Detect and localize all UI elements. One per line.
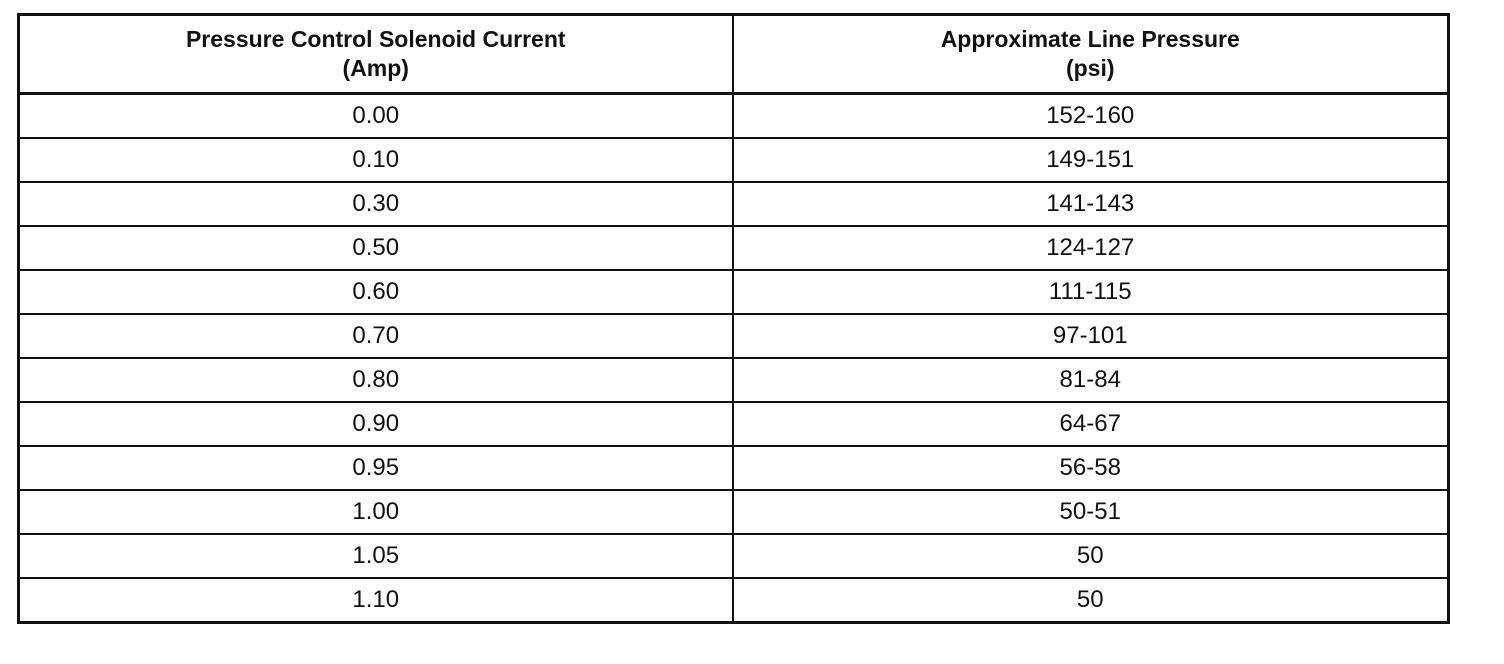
- current-cell: 0.90: [19, 402, 733, 446]
- table-row: [19, 578, 1449, 623]
- header-solenoid-current-title: Pressure Control Solenoid Current: [185, 26, 566, 52]
- table-row: [19, 138, 1449, 182]
- header-solenoid-current-unit: (Amp): [342, 55, 409, 81]
- pressure-cell: 64-67: [733, 402, 1449, 446]
- pressure-cell: 124-127: [733, 226, 1449, 270]
- pressure-cell: 141-143: [733, 182, 1449, 226]
- table-row: [19, 270, 1449, 314]
- current-cell: 1.05: [19, 534, 733, 578]
- current-cell: 0.70: [19, 314, 733, 358]
- table-header: [19, 15, 1449, 94]
- pressure-cell: 56-58: [733, 446, 1449, 490]
- pressure-cell: 50: [733, 578, 1449, 623]
- header-line-pressure-unit: (psi): [1065, 55, 1115, 81]
- table-row: [19, 226, 1449, 270]
- header-solenoid-current: [19, 15, 733, 94]
- pressure-cell: 81-84: [733, 358, 1449, 402]
- pressure-cell: 152-160: [733, 94, 1449, 139]
- current-cell: 0.95: [19, 446, 733, 490]
- pressure-cell: 97-101: [733, 314, 1449, 358]
- current-cell: 1.00: [19, 490, 733, 534]
- current-cell: 0.10: [19, 138, 733, 182]
- pressure-cell: 50-51: [733, 490, 1449, 534]
- pressure-cell: 50: [733, 534, 1449, 578]
- table-row: [19, 490, 1449, 534]
- table-row: [19, 182, 1449, 226]
- table-row: [19, 402, 1449, 446]
- header-line-pressure: [733, 15, 1449, 94]
- table-row: [19, 358, 1449, 402]
- current-cell: 0.50: [19, 226, 733, 270]
- pressure-cell: 149-151: [733, 138, 1449, 182]
- table-row: [19, 534, 1449, 578]
- current-cell: 0.60: [19, 270, 733, 314]
- pressure-current-table: [17, 13, 1450, 624]
- header-row: [19, 15, 1449, 94]
- current-cell: 0.80: [19, 358, 733, 402]
- header-line-pressure-title: Approximate Line Pressure: [940, 26, 1240, 52]
- current-cell: 0.00: [19, 94, 733, 139]
- current-cell: 1.10: [19, 578, 733, 623]
- pressure-cell: 111-115: [733, 270, 1449, 314]
- table-body: [19, 94, 1449, 623]
- current-cell: 0.30: [19, 182, 733, 226]
- table-row: [19, 446, 1449, 490]
- table-row: [19, 94, 1449, 139]
- table-row: [19, 314, 1449, 358]
